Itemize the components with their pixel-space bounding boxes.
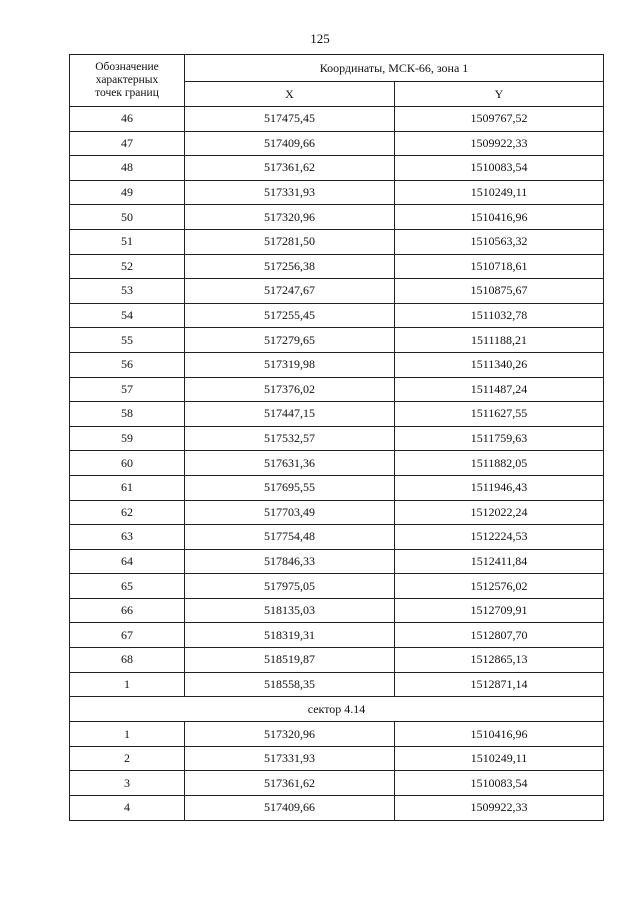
y-coordinate-cell: 1511340,26 — [395, 352, 604, 377]
table-row — [70, 279, 604, 304]
x-coordinate-cell: 517409,66 — [185, 796, 395, 821]
point-cell: 65 — [70, 574, 185, 599]
point-column-header — [70, 55, 185, 107]
table-row — [70, 771, 604, 796]
y-coordinate-cell: 1510718,61 — [395, 254, 604, 279]
coordinates-group-header: Координаты, МСК-66, зона 1 — [185, 55, 604, 82]
table-row — [70, 672, 604, 697]
point-header-line: точек границ — [95, 87, 159, 99]
y-coordinate-cell: 1509767,52 — [395, 107, 604, 132]
point-cell: 66 — [70, 598, 185, 623]
table-row — [70, 475, 604, 500]
table-row — [70, 549, 604, 574]
point-cell: 58 — [70, 402, 185, 427]
table-row — [70, 623, 604, 648]
main-rows — [70, 107, 604, 697]
table-row — [70, 328, 604, 353]
y-coordinate-cell: 1512709,91 — [395, 598, 604, 623]
x-coordinate-cell: 517361,62 — [185, 771, 395, 796]
table-row — [70, 131, 604, 156]
table-row — [70, 377, 604, 402]
point-cell: 49 — [70, 180, 185, 205]
y-coordinate-cell: 1512865,13 — [395, 648, 604, 673]
x-coordinate-cell: 517255,45 — [185, 303, 395, 328]
y-coordinate-cell: 1511946,43 — [395, 475, 604, 500]
table-row — [70, 426, 604, 451]
x-coordinate-cell: 517279,65 — [185, 328, 395, 353]
point-cell: 56 — [70, 352, 185, 377]
point-header-line: характерных — [95, 74, 159, 86]
y-coordinate-cell: 1509922,33 — [395, 796, 604, 821]
table-row — [70, 525, 604, 550]
x-coordinate-cell: 517475,45 — [185, 107, 395, 132]
x-coordinate-cell: 518319,31 — [185, 623, 395, 648]
y-coordinate-cell: 1511032,78 — [395, 303, 604, 328]
point-cell: 54 — [70, 303, 185, 328]
point-cell: 61 — [70, 475, 185, 500]
point-cell: 3 — [70, 771, 185, 796]
table-row — [70, 254, 604, 279]
point-cell: 1 — [70, 722, 185, 747]
point-cell: 4 — [70, 796, 185, 821]
table-row — [70, 107, 604, 132]
y-coordinate-cell: 1511759,63 — [395, 426, 604, 451]
table-row — [70, 746, 604, 771]
point-cell: 2 — [70, 746, 185, 771]
table-row — [70, 156, 604, 181]
x-coordinate-cell: 517447,15 — [185, 402, 395, 427]
x-coordinate-cell: 517320,96 — [185, 205, 395, 230]
x-coordinate-cell: 517846,33 — [185, 549, 395, 574]
y-coordinate-cell: 1509922,33 — [395, 131, 604, 156]
y-coordinate-cell: 1510416,96 — [395, 722, 604, 747]
point-cell: 59 — [70, 426, 185, 451]
y-coordinate-cell: 1510416,96 — [395, 205, 604, 230]
y-coordinate-cell: 1511627,55 — [395, 402, 604, 427]
point-cell: 51 — [70, 229, 185, 254]
table-row — [70, 796, 604, 821]
table-row — [70, 303, 604, 328]
point-cell: 46 — [70, 107, 185, 132]
x-coordinate-cell: 517754,48 — [185, 525, 395, 550]
y-coordinate-cell: 1512807,70 — [395, 623, 604, 648]
sector-section — [70, 697, 604, 722]
point-cell: 48 — [70, 156, 185, 181]
y-coordinate-cell: 1510875,67 — [395, 279, 604, 304]
point-cell: 68 — [70, 648, 185, 673]
y-coordinate-cell: 1510083,54 — [395, 771, 604, 796]
table-row — [70, 229, 604, 254]
y-coordinate-cell: 1511188,21 — [395, 328, 604, 353]
table-row — [70, 402, 604, 427]
x-coordinate-cell: 517532,57 — [185, 426, 395, 451]
page-number: 125 — [310, 31, 330, 46]
point-cell: 62 — [70, 500, 185, 525]
point-cell: 57 — [70, 377, 185, 402]
y-coordinate-cell: 1510249,11 — [395, 180, 604, 205]
y-coordinate-cell: 1510563,32 — [395, 229, 604, 254]
table-row — [70, 648, 604, 673]
x-coordinate-cell: 517331,93 — [185, 746, 395, 771]
x-coordinate-cell: 517331,93 — [185, 180, 395, 205]
x-coordinate-cell: 517281,50 — [185, 229, 395, 254]
x-coordinate-cell: 517631,36 — [185, 451, 395, 476]
point-cell: 53 — [70, 279, 185, 304]
x-coordinate-cell: 517361,62 — [185, 156, 395, 181]
x-coordinate-cell: 517320,96 — [185, 722, 395, 747]
y-coordinate-cell: 1511882,05 — [395, 451, 604, 476]
table-row — [70, 451, 604, 476]
x-coordinate-cell: 517695,55 — [185, 475, 395, 500]
point-header-line: Обозначение — [95, 61, 159, 73]
sector-rows — [70, 722, 604, 820]
table-row — [70, 180, 604, 205]
table-row — [70, 722, 604, 747]
coordinates-table — [69, 54, 604, 821]
y-coordinate-cell: 1512022,24 — [395, 500, 604, 525]
x-coordinate-cell: 517247,67 — [185, 279, 395, 304]
x-coordinate-cell: 517376,02 — [185, 377, 395, 402]
point-cell: 52 — [70, 254, 185, 279]
point-cell: 63 — [70, 525, 185, 550]
sector-header-row — [70, 697, 604, 722]
point-cell: 50 — [70, 205, 185, 230]
x-coordinate-cell: 517409,66 — [185, 131, 395, 156]
x-coordinate-cell: 517975,05 — [185, 574, 395, 599]
y-coordinate-cell: 1512411,84 — [395, 549, 604, 574]
table-row — [70, 598, 604, 623]
y-coordinate-cell: 1512871,14 — [395, 672, 604, 697]
x-coordinate-cell: 518135,03 — [185, 598, 395, 623]
x-coordinate-cell: 517703,49 — [185, 500, 395, 525]
y-coordinate-cell: 1512224,53 — [395, 525, 604, 550]
point-cell: 1 — [70, 672, 185, 697]
table-row — [70, 205, 604, 230]
y-coordinate-cell: 1511487,24 — [395, 377, 604, 402]
x-coordinate-cell: 517256,38 — [185, 254, 395, 279]
x-column-header: X — [185, 82, 395, 107]
point-cell: 55 — [70, 328, 185, 353]
table-row — [70, 500, 604, 525]
sector-title: сектор 4.14 — [70, 697, 604, 722]
point-cell: 67 — [70, 623, 185, 648]
point-cell: 47 — [70, 131, 185, 156]
x-coordinate-cell: 518558,35 — [185, 672, 395, 697]
x-coordinate-cell: 517319,98 — [185, 352, 395, 377]
y-column-header: Y — [395, 82, 604, 107]
x-coordinate-cell: 518519,87 — [185, 648, 395, 673]
point-cell: 64 — [70, 549, 185, 574]
point-cell: 60 — [70, 451, 185, 476]
table-row — [70, 352, 604, 377]
y-coordinate-cell: 1512576,02 — [395, 574, 604, 599]
y-coordinate-cell: 1510083,54 — [395, 156, 604, 181]
y-coordinate-cell: 1510249,11 — [395, 746, 604, 771]
table-row — [70, 574, 604, 599]
